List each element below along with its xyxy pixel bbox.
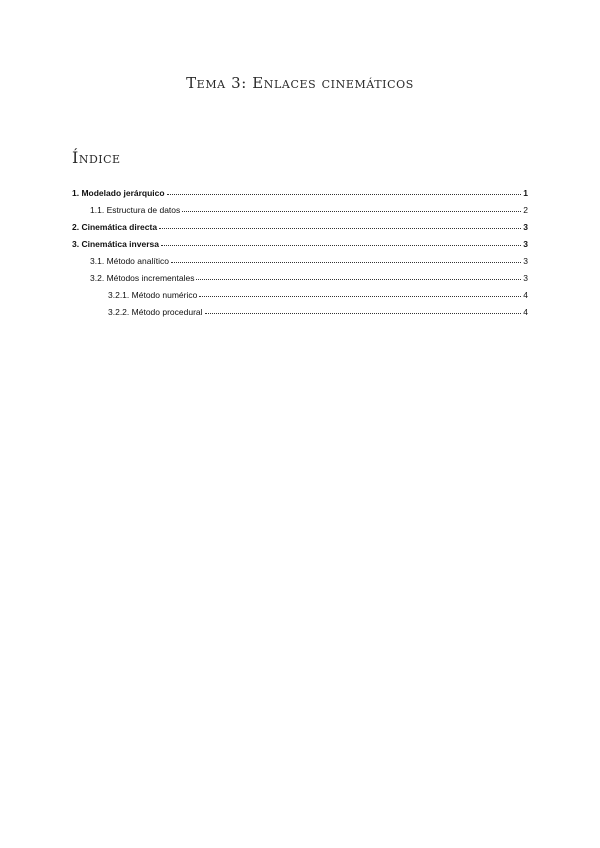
- toc-entry-label: 3.1. Método analítico: [90, 256, 169, 266]
- toc-entry[interactable]: [72, 307, 528, 323]
- toc-page-number: 1: [523, 188, 528, 198]
- toc-entry-label: 3.2. Métodos incrementales: [90, 273, 195, 283]
- toc-entry-label: 2. Cinemática directa: [72, 222, 158, 232]
- toc-entry[interactable]: [72, 239, 528, 255]
- toc-page-number: 3: [523, 256, 528, 266]
- toc-page-number: 3: [523, 273, 528, 283]
- toc-entry[interactable]: [72, 222, 528, 238]
- toc-leader-dots: [182, 205, 521, 212]
- toc-entry[interactable]: [72, 290, 528, 306]
- toc-entry-label: 1.1. Estructura de datos: [90, 205, 181, 215]
- toc-leader-dots: [171, 256, 521, 263]
- toc-entry-label: 3. Cinemática inversa: [72, 239, 159, 249]
- toc-leader-dots: [196, 273, 521, 280]
- toc-page-number: 3: [523, 222, 528, 232]
- document-title: Tema 3: Enlaces cinemáticos: [186, 74, 414, 92]
- toc-entry[interactable]: [72, 188, 528, 204]
- toc-entry[interactable]: [72, 256, 528, 272]
- toc-entry[interactable]: [72, 273, 528, 289]
- toc-leader-dots: [199, 290, 521, 297]
- toc-page-number: 4: [523, 290, 528, 300]
- toc-page-number: 3: [523, 239, 528, 249]
- toc-entry-label: 1. Modelado jerárquico: [72, 188, 165, 198]
- toc-leader-dots: [205, 307, 522, 314]
- toc-heading: Índice: [72, 148, 121, 167]
- toc-leader-dots: [159, 222, 521, 229]
- toc-page-number: 2: [523, 205, 528, 215]
- toc-leader-dots: [161, 239, 521, 246]
- toc-entry-label: 3.2.2. Método procedural: [108, 307, 203, 317]
- toc-entry[interactable]: [72, 205, 528, 221]
- toc-leader-dots: [167, 188, 522, 195]
- table-of-contents: [72, 188, 528, 324]
- toc-page-number: 4: [523, 307, 528, 317]
- toc-entry-label: 3.2.1. Método numérico: [108, 290, 198, 300]
